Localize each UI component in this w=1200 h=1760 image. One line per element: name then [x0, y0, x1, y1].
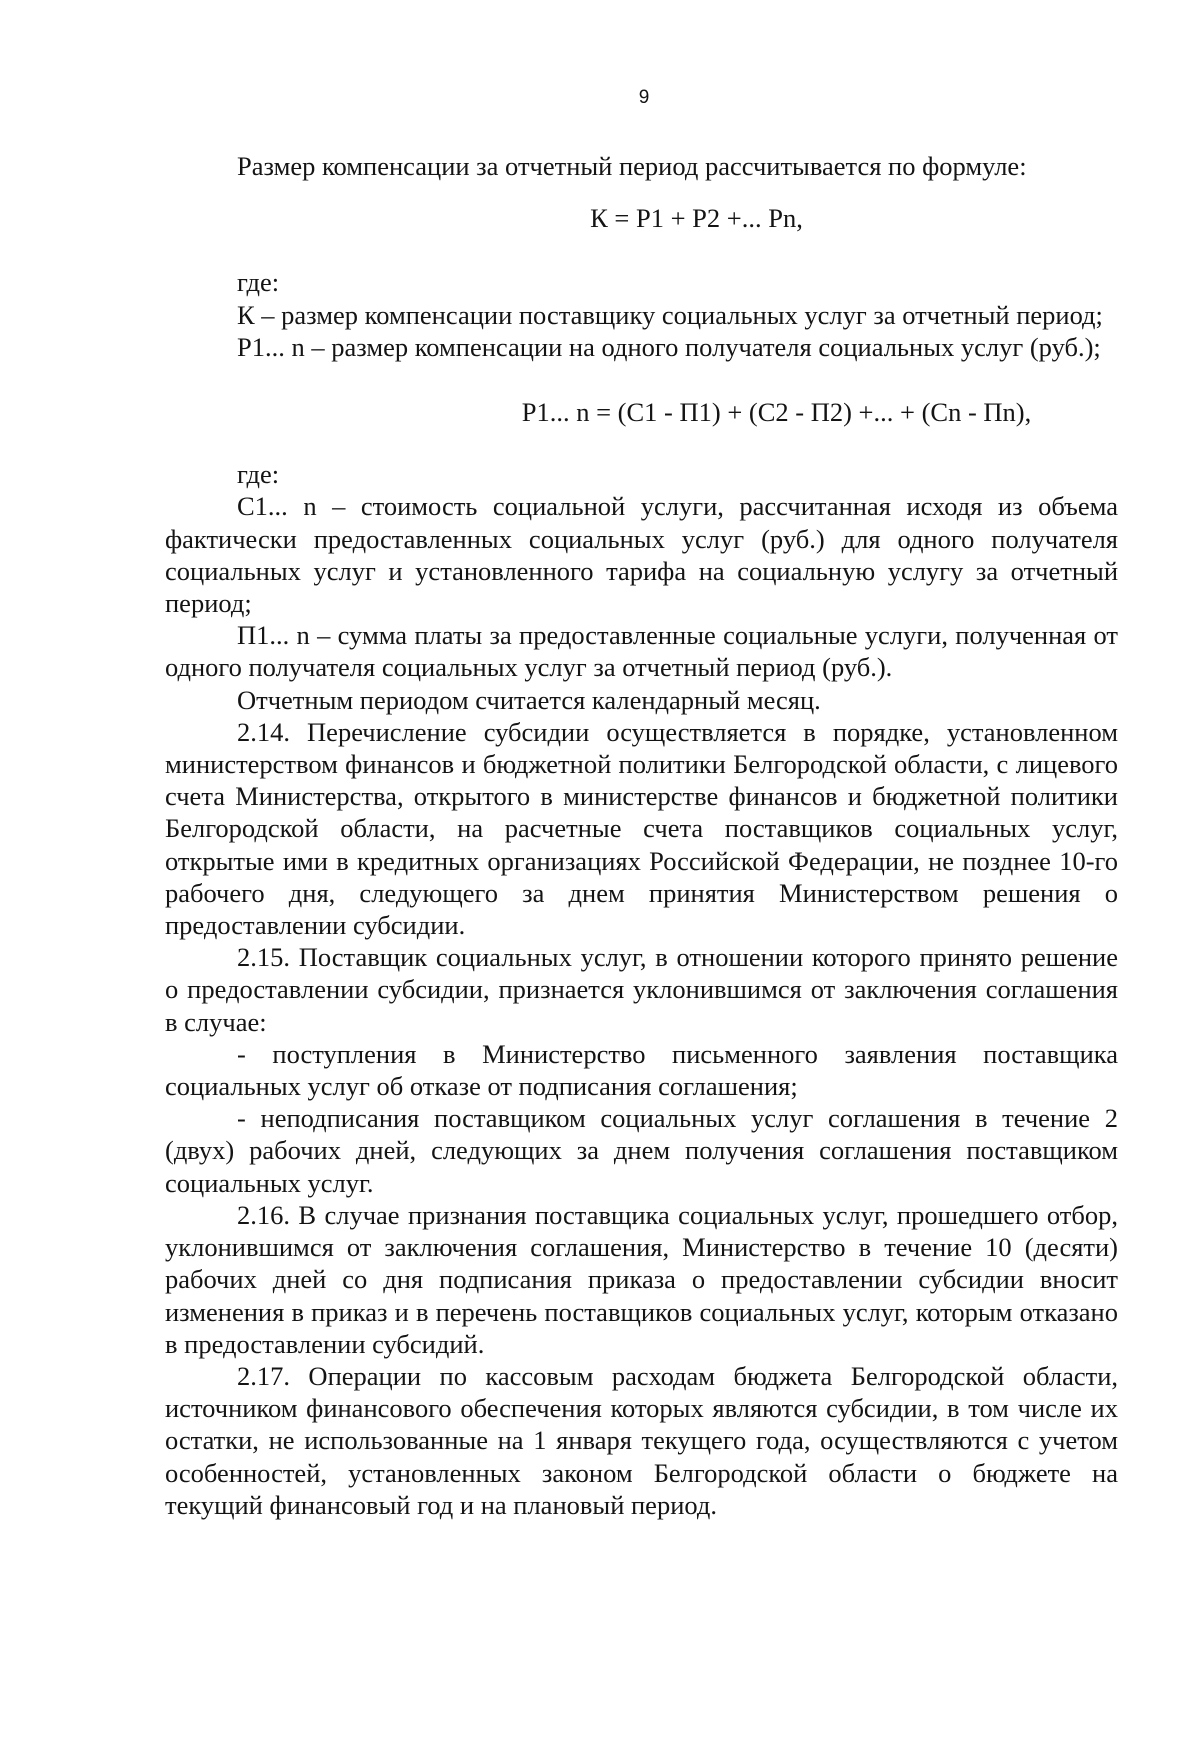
clause-2-17: 2.17. Операции по кассовым расходам бюджета Белгородской области, источником финансового обеспечения которых являются субсидии, в том числе их остатки, не использованные на 1 января текущего года, осуществляются с учетом особенностей, установленных законом Белгородской области о бюджете на текущий финансовый год и на плановый период.: [165, 1360, 1118, 1520]
definition-payment: П1... n – сумма платы за предоставленные социальные услуги, полученная от одного получателя социальных услуг за отчетный период (руб.).: [165, 620, 1118, 683]
clause-2-15-item-1: - поступления в Министерство письменного заявления поставщика социальных услуг об отказе от подписания соглашения;: [165, 1038, 1118, 1102]
document-body: [165, 150, 1118, 1521]
page-number: 9: [638, 87, 650, 108]
clause-2-15-item-2: - неподписания поставщиком социальных услуг соглашения в течение 2 (двух) рабочих дней, следующих за днем получения соглашения поставщиком социальных услуг.: [165, 1103, 1118, 1198]
definition-p: Р1... n – размер компенсации на одного получателя социальных услуг (руб.);: [237, 331, 1101, 362]
formula-compensation-total: К = Р1 + Р2 +... Рn,: [590, 203, 803, 234]
clause-2-15: 2.15. Поставщик социальных услуг, в отношении которого принято решение о предоставлении субсидии, признается уклонившимся от заключения соглашения в случае:: [165, 942, 1118, 1037]
reporting-period-note: Отчетным периодом считается календарный месяц.: [237, 684, 821, 715]
clause-2-16: 2.16. В случае признания поставщика социальных услуг, прошедшего отбор, уклонившимся от заключения соглашения, Министерство в течение 10 (десяти) рабочих дней со дня подписания приказа о предоставлении субсидии вносит изменения в приказ и в перечень поставщиков социальных услуг, которым отказано в предоставлении субсидий.: [165, 1199, 1118, 1359]
where-label-1: где:: [237, 267, 280, 298]
formula-intro: Размер компенсации за отчетный период рассчитывается по формуле:: [237, 151, 1027, 181]
clause-2-14: 2.14. Перечисление субсидии осуществляется в порядке, установленном министерством финансов и бюджетной политики Белгородской области, с лицевого счета Министерства, открытого в министерстве финансов и бюджетной политики Белгородской области, на расчетные счета поставщиков социальных услуг, открытые ими в кредитных организациях Российской Федерации, не позднее 10-го рабочего дня, следующего за днем принятия Министерством решения о предоставлении субсидии.: [165, 716, 1118, 941]
definition-c: С1... n – стоимость социальной услуги, рассчитанная исходя из объема фактически предоставленных социальных услуг (руб.) для одного получателя социальных услуг и установленного тарифа на социальную услугу за отчетный период;: [165, 491, 1118, 619]
formula-compensation-per-recipient: Р1... n = (С1 - П1) + (С2 - П2) +... + (Сn - Пn),: [521, 397, 1032, 428]
definition-k: К – размер компенсации поставщику социальных услуг за отчетный период;: [237, 299, 1103, 330]
where-label-2: где:: [237, 459, 280, 490]
